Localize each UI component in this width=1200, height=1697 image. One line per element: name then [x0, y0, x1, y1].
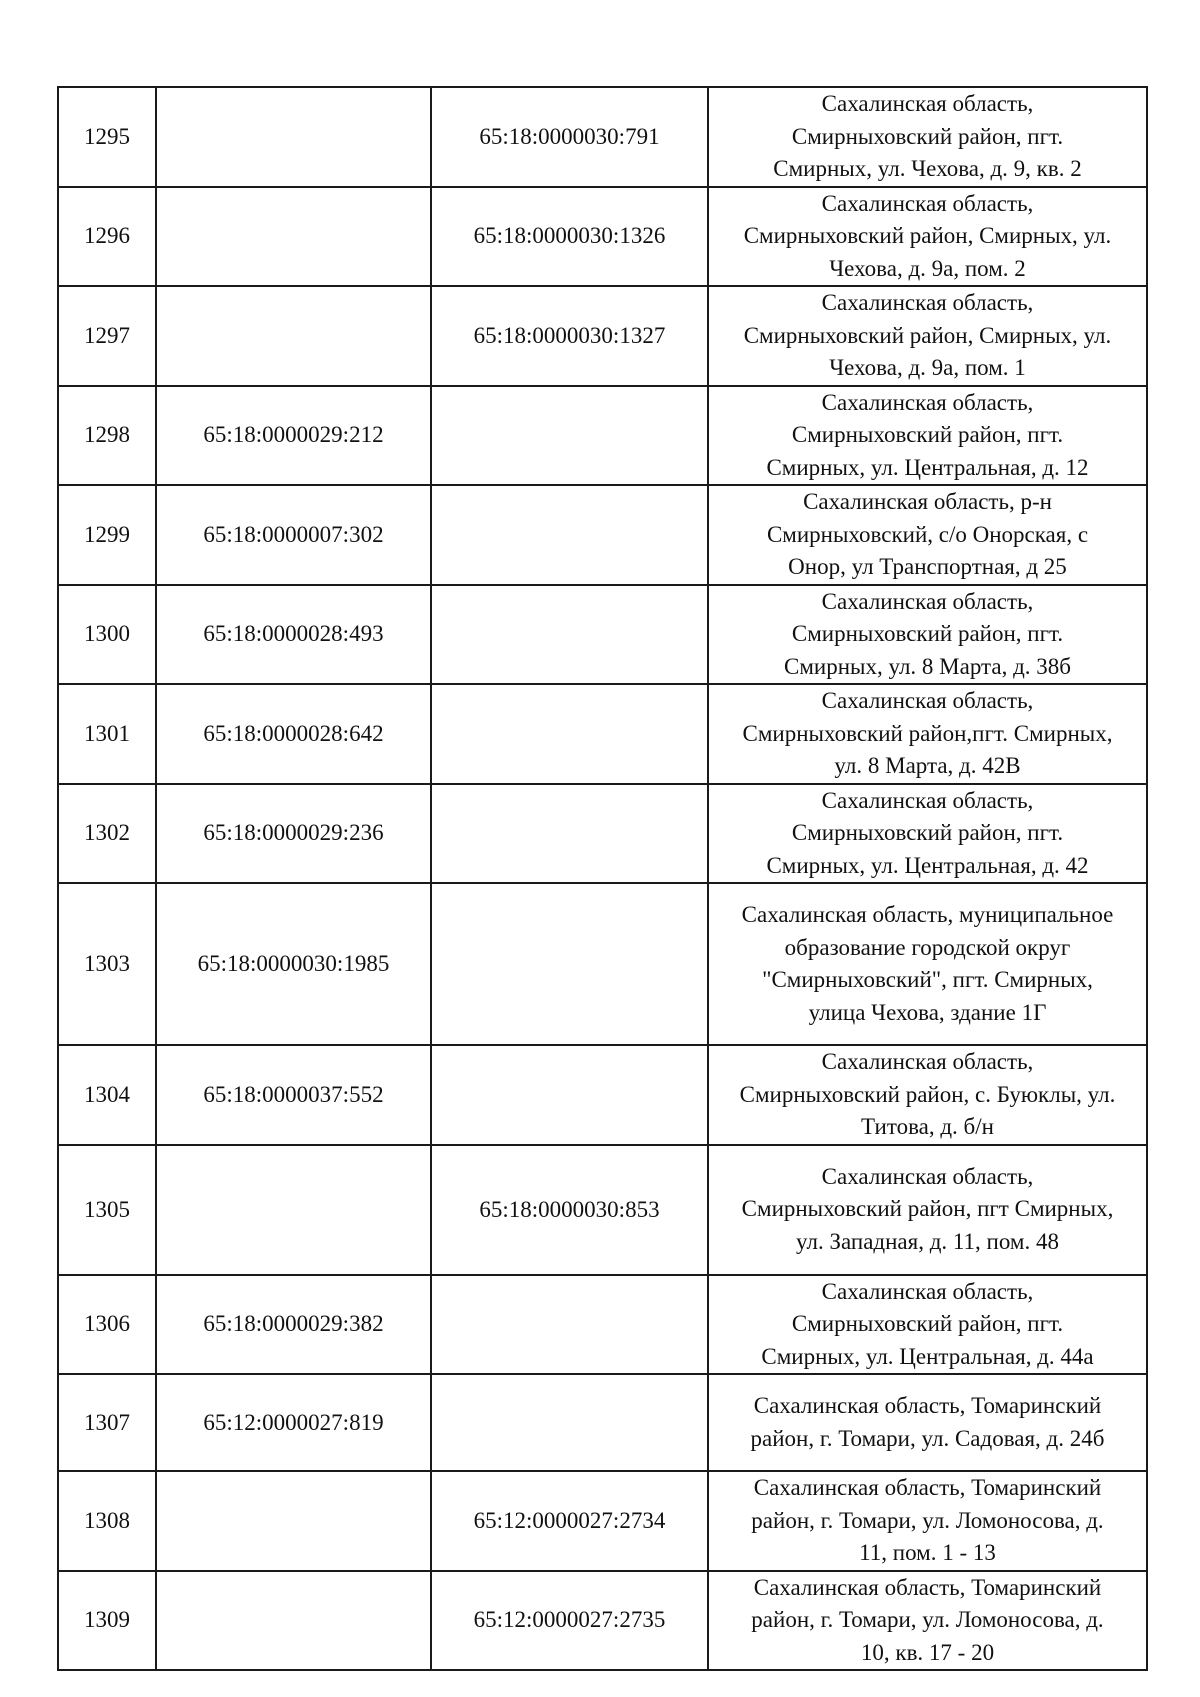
cadastral-number-cell: 65:18:0000029:212	[156, 386, 431, 486]
table-row	[58, 883, 1147, 1045]
cadastral-number-cell	[156, 286, 431, 386]
table-row	[58, 585, 1147, 685]
premises-cadastral-number-cell: 65:18:0000030:853	[431, 1145, 708, 1275]
cadastral-number-cell	[156, 87, 431, 187]
row-number-cell: 1308	[58, 1471, 156, 1571]
cadastral-number-cell	[156, 187, 431, 287]
cadastral-number-cell: 65:18:0000007:302	[156, 485, 431, 585]
address-cell: Сахалинская область, Смирныховский район,пгт. Смирных, ул. 8 Марта, д. 42В	[708, 684, 1147, 784]
table-row	[58, 1374, 1147, 1471]
premises-cadastral-number-cell	[431, 1275, 708, 1375]
address-cell: Сахалинская область, Смирныховский район, Смирных, ул. Чехова, д. 9а, пом. 2	[708, 187, 1147, 287]
premises-cadastral-number-cell: 65:12:0000027:2734	[431, 1471, 708, 1571]
address-cell: Сахалинская область, р-н Смирныховский, с/о Онорская, с Онор, ул Транспортная, д 25	[708, 485, 1147, 585]
address-cell: Сахалинская область, Смирныховский район, пгт. Смирных, ул. Центральная, д. 12	[708, 386, 1147, 486]
cadastral-number-cell: 65:18:0000029:382	[156, 1275, 431, 1375]
address-cell: Сахалинская область, муниципальное образование городской округ "Смирныховский", пгт. Смирных, улица Чехова, здание 1Г	[708, 883, 1147, 1045]
row-number-cell: 1299	[58, 485, 156, 585]
row-number-cell: 1309	[58, 1571, 156, 1671]
premises-cadastral-number-cell: 65:18:0000030:1327	[431, 286, 708, 386]
address-cell: Сахалинская область, Смирныховский район, пгт. Смирных, ул. Центральная, д. 44а	[708, 1275, 1147, 1375]
premises-cadastral-number-cell	[431, 684, 708, 784]
table-row	[58, 386, 1147, 486]
row-number-cell: 1307	[58, 1374, 156, 1471]
premises-cadastral-number-cell	[431, 784, 708, 884]
premises-cadastral-number-cell	[431, 1045, 708, 1145]
row-number-cell: 1303	[58, 883, 156, 1045]
cadastral-number-cell: 65:12:0000027:819	[156, 1374, 431, 1471]
row-number-cell: 1295	[58, 87, 156, 187]
address-cell: Сахалинская область, Томаринский район, г. Томари, ул. Ломоносова, д. 11, пом. 1 - 13	[708, 1471, 1147, 1571]
address-cell: Сахалинская область, Смирныховский район, пгт. Смирных, ул. Чехова, д. 9, кв. 2	[708, 87, 1147, 187]
row-number-cell: 1300	[58, 585, 156, 685]
table-row	[58, 684, 1147, 784]
address-cell: Сахалинская область, Смирныховский район, с. Буюклы, ул. Титова, д. б/н	[708, 1045, 1147, 1145]
cadastral-number-cell	[156, 1471, 431, 1571]
table-row	[58, 1145, 1147, 1275]
premises-cadastral-number-cell: 65:18:0000030:1326	[431, 187, 708, 287]
row-number-cell: 1296	[58, 187, 156, 287]
cadastral-number-cell: 65:18:0000030:1985	[156, 883, 431, 1045]
table-row	[58, 1275, 1147, 1375]
address-cell: Сахалинская область, Смирныховский район, пгт. Смирных, ул. Центральная, д. 42	[708, 784, 1147, 884]
table-row	[58, 1571, 1147, 1671]
table-row	[58, 87, 1147, 187]
table-row	[58, 784, 1147, 884]
cadastral-number-cell	[156, 1145, 431, 1275]
property-register-table	[57, 86, 1148, 1671]
row-number-cell: 1304	[58, 1045, 156, 1145]
row-number-cell: 1301	[58, 684, 156, 784]
cadastral-number-cell: 65:18:0000028:493	[156, 585, 431, 685]
premises-cadastral-number-cell	[431, 1374, 708, 1471]
address-cell: Сахалинская область, Смирныховский район, пгт Смирных, ул. Западная, д. 11, пом. 48	[708, 1145, 1147, 1275]
table-row	[58, 1471, 1147, 1571]
address-cell: Сахалинская область, Смирныховский район, пгт. Смирных, ул. 8 Марта, д. 38б	[708, 585, 1147, 685]
table-row	[58, 187, 1147, 287]
premises-cadastral-number-cell	[431, 386, 708, 486]
table-row	[58, 1045, 1147, 1145]
row-number-cell: 1297	[58, 286, 156, 386]
table-body	[58, 87, 1147, 1670]
row-number-cell: 1302	[58, 784, 156, 884]
premises-cadastral-number-cell: 65:12:0000027:2735	[431, 1571, 708, 1671]
premises-cadastral-number-cell	[431, 883, 708, 1045]
cadastral-number-cell	[156, 1571, 431, 1671]
premises-cadastral-number-cell	[431, 585, 708, 685]
cadastral-number-cell: 65:18:0000037:552	[156, 1045, 431, 1145]
table-row	[58, 286, 1147, 386]
row-number-cell: 1305	[58, 1145, 156, 1275]
address-cell: Сахалинская область, Смирныховский район, Смирных, ул. Чехова, д. 9а, пом. 1	[708, 286, 1147, 386]
cadastral-number-cell: 65:18:0000029:236	[156, 784, 431, 884]
address-cell: Сахалинская область, Томаринский район, г. Томари, ул. Ломоносова, д. 10, кв. 17 - 20	[708, 1571, 1147, 1671]
table-row	[58, 485, 1147, 585]
row-number-cell: 1298	[58, 386, 156, 486]
premises-cadastral-number-cell: 65:18:0000030:791	[431, 87, 708, 187]
address-cell: Сахалинская область, Томаринский район, г. Томари, ул. Садовая, д. 24б	[708, 1374, 1147, 1471]
cadastral-number-cell: 65:18:0000028:642	[156, 684, 431, 784]
row-number-cell: 1306	[58, 1275, 156, 1375]
premises-cadastral-number-cell	[431, 485, 708, 585]
